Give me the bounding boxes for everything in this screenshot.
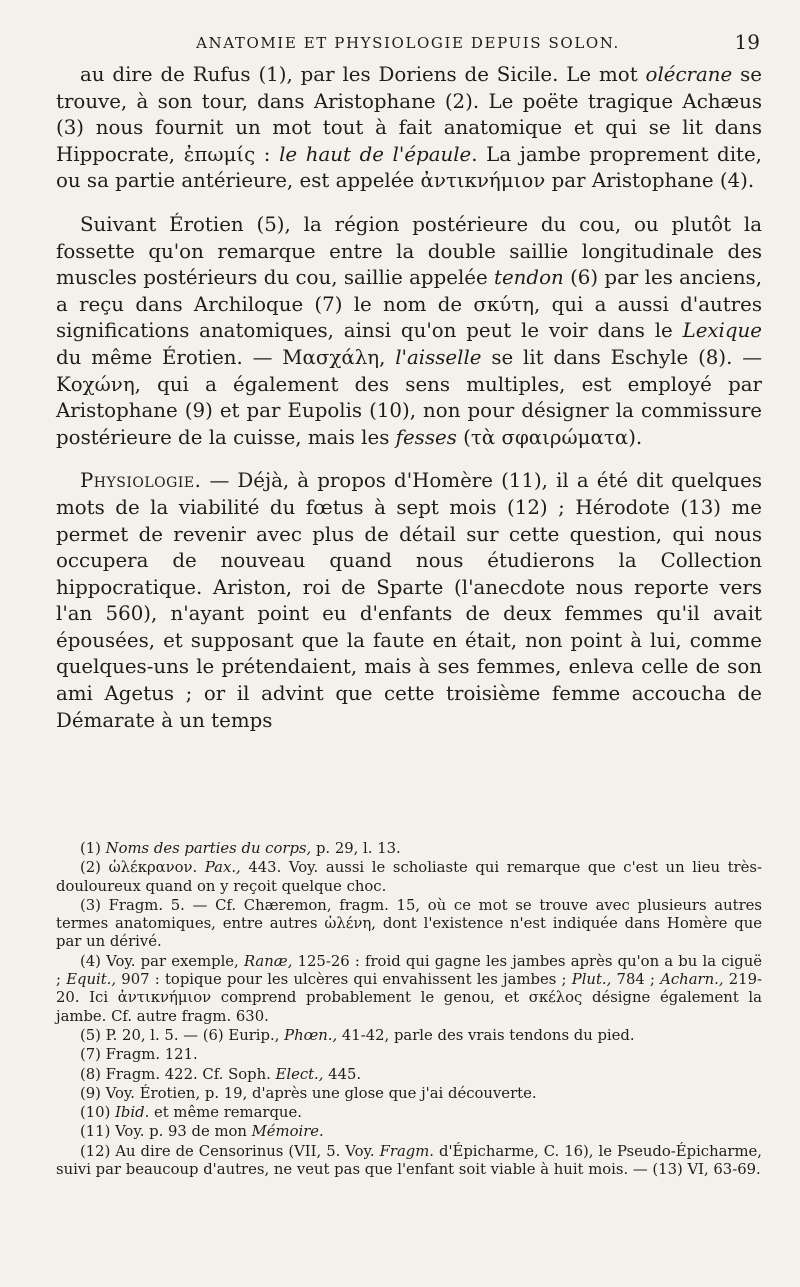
text-run: 784 ; xyxy=(611,971,661,989)
italic-term: Equit., xyxy=(66,971,117,989)
paragraph-physiologie xyxy=(56,468,762,734)
italic-term: Elect., xyxy=(275,1065,324,1083)
footnote xyxy=(56,897,762,952)
footnote xyxy=(56,859,762,896)
italic-term: Noms des parties du corps, xyxy=(105,840,312,857)
text-run: . La jambe proprement dite, ou sa partie antérieure, est appelée ἀντικνήμιον par Aristophane (4). xyxy=(56,142,762,193)
italic-term: Acharn., xyxy=(660,971,724,989)
text-run: (11) Voy. p. 93 de mon xyxy=(80,1123,252,1141)
text-run: 443. Voy. aussi le scholiaste qui remarque que c'est un lieu très-douloureux quand on y reçoit quelque choc. xyxy=(56,859,762,895)
italic-term: fesses xyxy=(395,425,457,449)
text-run: 125-26 : froid qui gagne les jambes après qu'on a bu la ciguë ; xyxy=(56,952,762,989)
text-run: Suivant Érotien (5), la région postérieure du cou, ou plutôt la fossette qu'on remarque entre la double saillie longitudinale des muscles postérieurs du cou, saillie appelée xyxy=(56,212,762,290)
italic-term: Plut., xyxy=(571,971,612,989)
footnote xyxy=(56,840,762,858)
text-run: (5) P. 20, l. 5. — (6) Eurip., xyxy=(80,1026,285,1044)
text-run: (7) Fragm. 121. xyxy=(80,1046,198,1064)
footnote xyxy=(56,1027,762,1045)
footnote xyxy=(56,1046,762,1064)
footnote xyxy=(56,1066,762,1084)
text-run: (τὰ σφαιρώματα). xyxy=(456,425,643,449)
text-run: du même Érotien. — Μασχάλη, xyxy=(56,345,396,369)
page-header xyxy=(56,30,760,56)
text-run: se lit dans Eschyle (8). — Κοχώνη, qui a également des sens multiples, est employé par Aristophane (9) et par Eupolis (10), non pour désigner la commissure postérieure de la cuisse, mais les xyxy=(56,345,762,449)
footnote xyxy=(56,953,762,1026)
text-run: (6) par les anciens, a reçu dans Archiloque (7) le nom de σκύτη, qui a aussi d'autres significations anatomiques, ainsi qu'on peut le voir dans le xyxy=(56,266,762,343)
text-run: 41-42, parle des vrais tendons du pied. xyxy=(337,1026,635,1044)
text-run: et même remarque. xyxy=(149,1104,302,1122)
text-run: se trouve, à son tour, dans Aristophane (2). Le poëte tragique Achæus (3) nous fournit un mot tout à fait anatomique et qui se lit dans Hippocrate, ἐπωμίς : xyxy=(56,63,762,166)
text-run: (8) Fragm. 422. Cf. Soph. xyxy=(80,1065,276,1083)
footnote xyxy=(56,1123,762,1141)
italic-term: tendon xyxy=(494,266,564,290)
text-run: p. 29, l. 13. xyxy=(311,840,401,857)
footnotes xyxy=(56,840,762,1179)
footnote xyxy=(56,1104,762,1122)
text-run: 907 : topique pour les ulcères qui envahissent les jambes ; xyxy=(116,971,572,989)
text-run: au dire de Rufus (1), par les Doriens de Sicile. Le mot xyxy=(80,63,646,86)
text-run: (9) Voy. Érotien, p. 19, d'après une glose que j'ai découverte. xyxy=(80,1084,537,1102)
section-heading: Physiologie. xyxy=(80,469,202,493)
italic-term: Phœn., xyxy=(284,1026,338,1044)
paragraph-olecrane xyxy=(56,62,762,195)
italic-term: Lexique xyxy=(682,319,762,343)
italic-term: Ibid. xyxy=(115,1104,150,1122)
text-run: 219-20. Ici ἀντικνήμιον comprend probablement le genou, et σκέλος désigne également la jambe. Cf. autre fragm. 630. xyxy=(56,971,762,1025)
text-run: — Déjà, à propos d'Homère (11), il a été dit quelques mots de la viabilité du fœtus à sept mois (12) ; Hérodote (13) me permet de revenir avec plus de détail sur cette question, qui nous occupera de nouveau quand nous étudierons la Collection hippocratique. Ariston, roi de Sparte (l'anecdote nous reporte vers l'an 560), n'ayant point eu d'enfants de deux femmes qu'il avait épousées, et supposant que la faute en était, non point à lui, comme quelques-uns le prétendaient, mais à ses femmes, enleva celle de son ami Agetus ; or il advint que cette troisième femme accoucha de Démarate à un temps xyxy=(56,469,762,732)
italic-term: olécrane xyxy=(645,63,733,86)
footnote xyxy=(56,1143,762,1180)
text-run: 445. xyxy=(323,1065,362,1083)
page-number: 19 xyxy=(734,30,760,54)
text-run: (4) Voy. par exemple, xyxy=(80,952,244,970)
italic-term: Mémoire. xyxy=(251,1123,324,1141)
text-run: (3) Fragm. 5. — Cf. Chæremon, fragm. 15, où ce mot se trouve avec plusieurs autres termes anatomiques, entre autres ὠλένη, dont l'existence n'est indiquée dans Homère que par un dérivé. xyxy=(56,896,762,951)
text-run: (10) xyxy=(80,1104,116,1122)
text-run: d'Épicharme, C. 16), le Pseudo-Épicharme, suivi par beaucoup d'autres, ne veut pas que l'enfant soit viable à huit mois. — (13) VI, 63-69. xyxy=(56,1142,762,1179)
italic-term: Ranæ, xyxy=(243,952,293,970)
text-run: (2) ὠλέκρανον. xyxy=(80,859,205,877)
italic-term: le haut de l'épaule xyxy=(279,142,472,166)
main-text xyxy=(56,62,762,734)
text-run: (1) xyxy=(80,840,106,857)
italic-term: l'aisselle xyxy=(395,345,482,369)
paragraph-erotien xyxy=(56,212,762,451)
italic-term: Pax., xyxy=(204,859,241,877)
italic-term: Fragm. xyxy=(379,1142,434,1160)
running-title: ANATOMIE ET PHYSIOLOGIE DEPUIS SOLON. xyxy=(196,34,620,52)
footnote xyxy=(56,1085,762,1103)
text-run: (12) Au dire de Censorinus (VII, 5. Voy. xyxy=(80,1142,380,1160)
